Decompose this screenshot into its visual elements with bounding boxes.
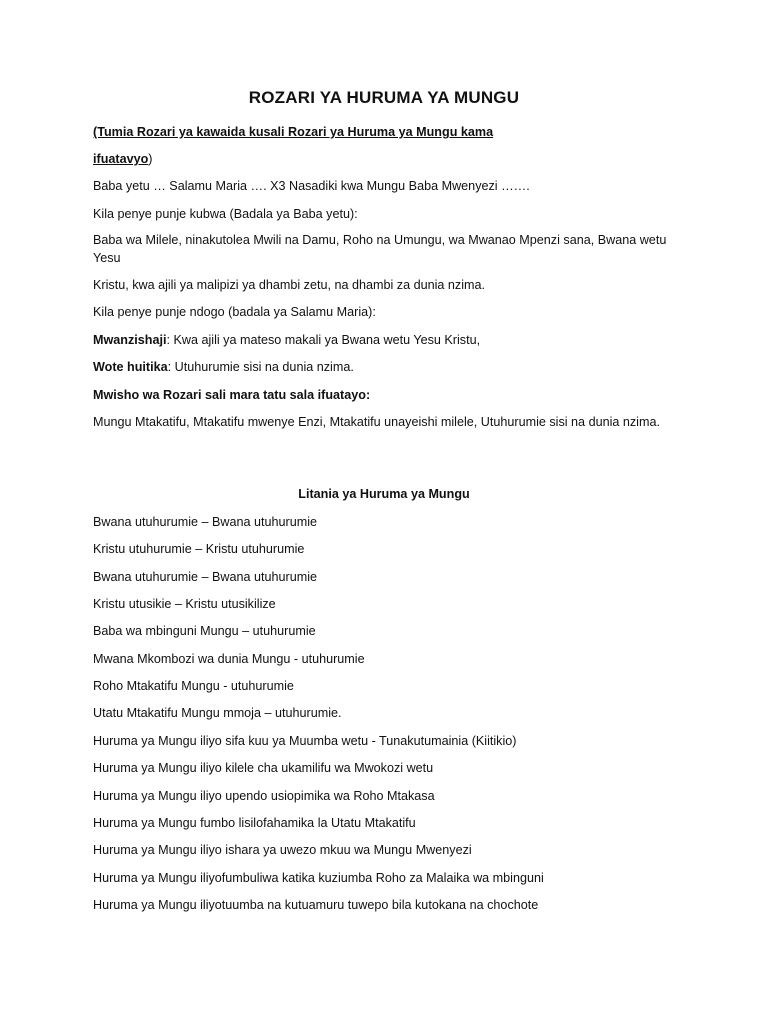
intro-line-2-rest: ) (148, 152, 153, 166)
litany-line: Kristu utusikie – Kristu utusikilize (93, 597, 276, 611)
paragraph-6-text: : Kwa ajili ya mateso makali ya Bwana wetu Yesu Kristu, (166, 333, 481, 347)
litany-line: Utatu Mtakatifu Mungu mmoja – utuhurumie. (93, 706, 342, 720)
litany-line: Bwana utuhurumie – Bwana utuhurumie (93, 570, 318, 584)
litany-line: Huruma ya Mungu iliyo ishara ya uwezo mkuu wa Mungu Mwenyezi (93, 843, 472, 857)
paragraph-5: Kila penye punje ndogo (badala ya Salamu Maria): (93, 305, 376, 319)
litany-heading: Litania ya Huruma ya Mungu (298, 487, 470, 501)
paragraph-7-text: : Utuhurumie sisi na dunia nzima. (167, 360, 354, 374)
paragraph-8: Mwisho wa Rozari sali mara tatu sala ifuatayo: (93, 388, 371, 402)
litany-line: Kristu utuhurumie – Kristu utuhurumie (93, 542, 305, 556)
litany-line: Huruma ya Mungu iliyo upendo usiopimika wa Roho Mtakasa (93, 789, 435, 803)
litany-line: Bwana utuhurumie – Bwana utuhurumie (93, 515, 318, 529)
paragraph-7 (93, 358, 668, 376)
litany-line: Roho Mtakatifu Mungu - utuhurumie (93, 679, 294, 693)
paragraph-2: Kila penye punje kubwa (Badala ya Baba yetu): (93, 207, 358, 221)
litany-line: Baba wa mbinguni Mungu – utuhurumie (93, 624, 316, 638)
paragraph-6-label: Mwanzishaji (93, 333, 167, 347)
intro-line-1: (Tumia Rozari ya kawaida kusali Rozari ya Huruma ya Mungu kama (93, 125, 494, 139)
document-title: ROZARI YA HURUMA YA MUNGU (248, 88, 520, 107)
litany-line: Huruma ya Mungu iliyofumbuliwa katika kuziumba Roho za Malaika wa mbinguni (93, 871, 544, 885)
paragraph-1: Baba yetu … Salamu Maria …. X3 Nasadiki kwa Mungu Baba Mwenyezi ……. (93, 179, 530, 193)
litany-line: Huruma ya Mungu iliyo kilele cha ukamilifu wa Mwokozi wetu (93, 761, 434, 775)
paragraph-3: Baba wa Milele, ninakutolea Mwili na Damu, Roho na Umungu, wa Mwanao Mpenzi sana, Bwana wetu Yesu (93, 233, 667, 265)
paragraph-7-label: Wote huitika (93, 360, 168, 374)
intro-line-2 (93, 150, 668, 168)
litany-line: Huruma ya Mungu fumbo lisilofahamika la Utatu Mtakatifu (93, 816, 416, 830)
litany-line: Huruma ya Mungu iliyotuumba na kutuamuru tuwepo bila kutokana na chochote (93, 898, 539, 912)
paragraph-6 (93, 331, 668, 349)
litany-line: Huruma ya Mungu iliyo sifa kuu ya Muumba wetu - Tunakutumainia (Kiitikio) (93, 734, 517, 748)
paragraph-9: Mungu Mtakatifu, Mtakatifu mwenye Enzi, Mtakatifu unayeishi milele, Utuhurumie sisi na dunia nzima. (93, 415, 660, 429)
litany-line: Mwana Mkombozi wa dunia Mungu - utuhurumie (93, 652, 365, 666)
paragraph-4: Kristu, kwa ajili ya malipizi ya dhambi zetu, na dhambi za dunia nzima. (93, 278, 485, 292)
intro-line-2-underlined: ifuatavyo (93, 152, 149, 166)
